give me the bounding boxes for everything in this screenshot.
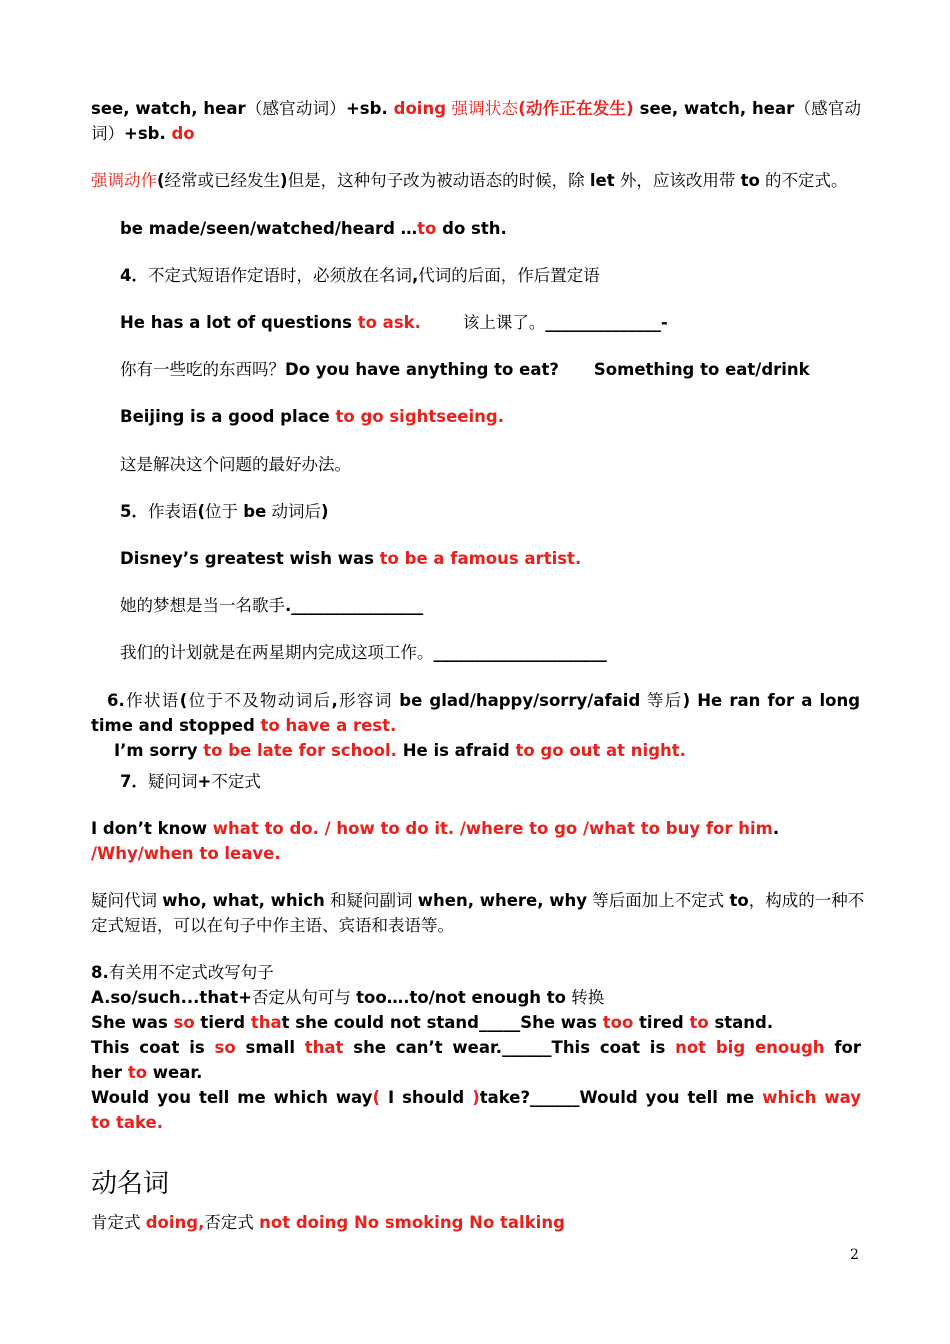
example-i-dont-know: I don’t know what to do. / how to do it. /where to go /what to buy for him. — [91, 819, 780, 838]
example-tired: She was so tierd that she could not stand_____She was too tired to stand. — [91, 1013, 774, 1032]
section-6-cont: time and stopped to have a rest. — [91, 716, 397, 735]
heading-gerund: 动名词 — [91, 1169, 170, 1199]
example-coat: This coat is so small that she can’t wear.______This coat is not big enough for — [91, 1038, 861, 1057]
exercise-plan: 我们的计划就是在两星期内完成这项工作。_____________________ — [120, 643, 607, 662]
gerund-forms: 肯定式 doing,否定式 not doing No smoking No talking — [91, 1213, 565, 1232]
example-i-dont-know-cont: /Why/when to leave. — [91, 844, 281, 863]
section-8-title: 8.有关用不定式改写句子 — [91, 963, 274, 982]
paragraph-question-words: 疑问代词 who, what, which 和疑问副词 when, where, why 等后面加上不定式 to，构成的一种不 — [91, 891, 865, 910]
page-number: 2 — [850, 1247, 859, 1263]
paragraph-perception-verbs: see, watch, hear（感官动词）+sb. doing 强调状态(动作正在发生) see, watch, hear（感官动 — [91, 99, 862, 118]
example-passive: be made/seen/watched/heard …to do sth. — [120, 219, 507, 238]
paragraph-question-words-cont: 定式短语，可以在句子中作主语、宾语和表语等。 — [91, 916, 454, 935]
section-6-title: 6.作状语(位于不及物动词后,形容词 be glad/happy/sorry/afaid 等后) He ran for a long — [107, 691, 861, 710]
example-questions: He has a lot of questions to ask. 该上课了。______________- — [120, 313, 668, 332]
example-sorry-afraid: I’m sorry to be late for school. He is afraid to go out at night. — [114, 741, 686, 760]
paragraph-passive-note: 强调动作(经常或已经发生)但是，这种句子改为被动语态的时候，除 let 外，应该改用带 to 的不定式。 — [91, 171, 848, 190]
example-anything-to-eat: 你有一些吃的东西吗？Do you have anything to eat? Something to eat/drink — [120, 360, 810, 379]
section-8-rule: A.so/such...that+否定从句可与 too….to/not enough to 转换 — [91, 988, 605, 1007]
section-5-title: 5．作表语(位于 be 动词后) — [120, 502, 329, 521]
example-beijing: Beijing is a good place to go sightseeing. — [120, 407, 504, 426]
example-which-way: Would you tell me which way( I should )take?______Would you tell me which way — [91, 1088, 861, 1107]
section-7-title: 7．疑问词+不定式 — [120, 772, 261, 791]
example-best-way: 这是解决这个问题的最好办法。 — [120, 455, 351, 474]
exercise-singer: 她的梦想是当一名歌手.________________ — [120, 596, 424, 615]
paragraph-perception-verbs-cont: 词）+sb. do — [91, 124, 195, 143]
section-4-title: 4．不定式短语作定语时，必须放在名词,代词的后面，作后置定语 — [120, 266, 600, 285]
example-coat-cont: her to wear. — [91, 1063, 203, 1082]
example-disney: Disney’s greatest wish was to be a famous artist. — [120, 549, 582, 568]
example-which-way-cont: to take. — [91, 1113, 163, 1132]
